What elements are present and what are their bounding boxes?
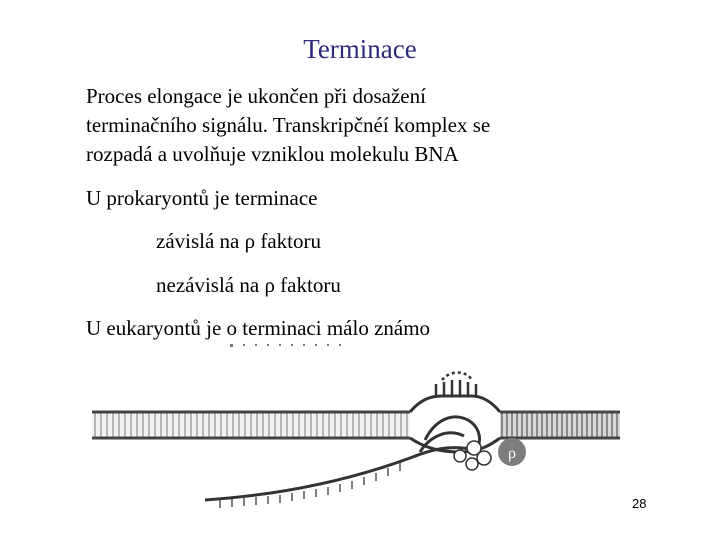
transcription-bubble xyxy=(410,396,500,452)
eukaryotes-line: U eukaryontů je o terminaci málo známo xyxy=(86,316,431,340)
intro-paragraph xyxy=(86,82,646,169)
slide-title: Terminace xyxy=(303,34,417,64)
dna-duplex-right xyxy=(500,412,620,438)
dotted-marks xyxy=(230,344,341,347)
page-number: 28 xyxy=(632,496,647,511)
paragraph-line-2: terminačního signálu. Transkripčnéí komplex se xyxy=(86,113,491,137)
rho-label: ρ xyxy=(508,445,516,462)
prokaryotes-line: U prokaryontů je terminace xyxy=(86,186,318,210)
rho-factor xyxy=(498,438,526,466)
transcription-termination-diagram xyxy=(80,340,640,540)
paragraph-line-3: rozpadá a uvolňuje vzniklou molekulu BNA xyxy=(86,142,459,166)
paragraph-line-1: Proces elongace je ukončen při dosažení xyxy=(86,84,426,108)
rho-dependent-line: závislá na ρ faktoru xyxy=(156,229,321,253)
rho-independent-line: nezávislá na ρ faktoru xyxy=(156,273,341,297)
hairpin-top xyxy=(436,373,476,397)
rna-transcript xyxy=(205,448,475,508)
dna-duplex-left xyxy=(92,412,410,438)
